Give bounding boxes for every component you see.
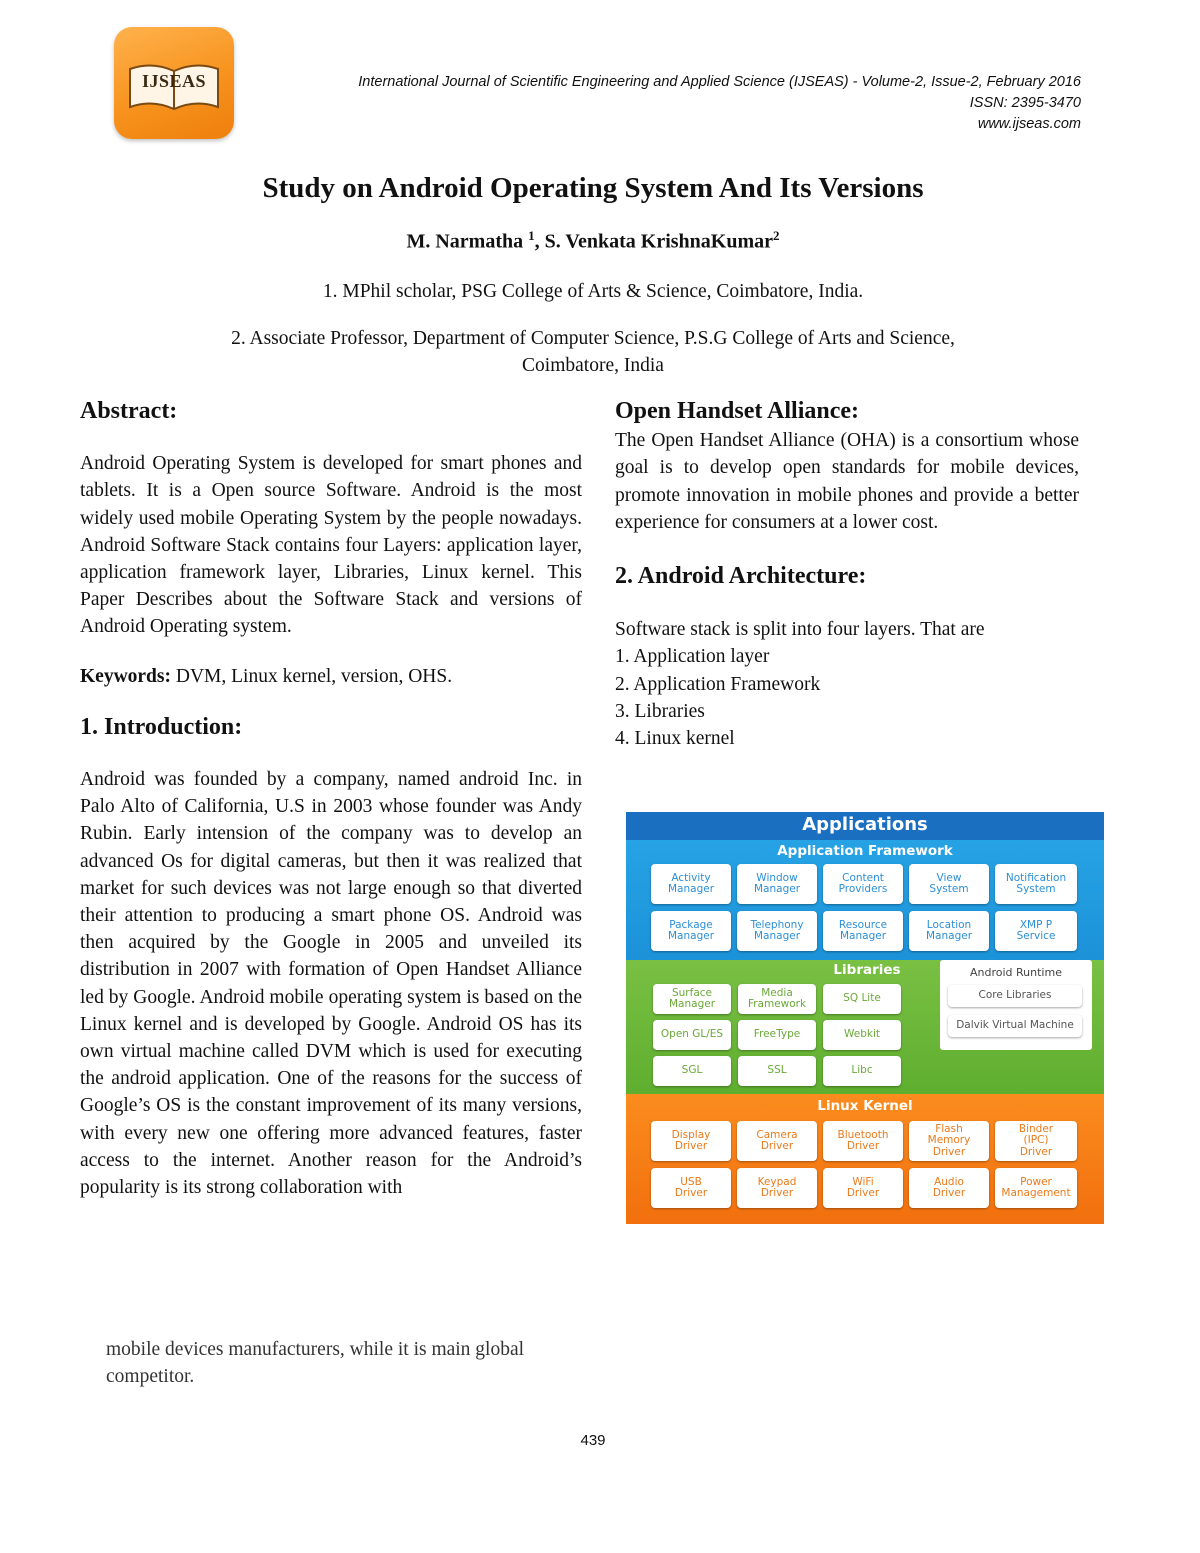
kernel-box: Power Management bbox=[995, 1168, 1077, 1208]
framework-box: Location Manager bbox=[909, 911, 989, 951]
journal-header bbox=[358, 72, 1081, 135]
issn: ISSN: 2395-3470 bbox=[969, 95, 1081, 111]
library-box: Open GL/ES bbox=[653, 1020, 731, 1050]
oha-text: The Open Handset Alliance (OHA) is a consortium whose goal is to develop open standards for mobile devices, promote innovation in mobile phones and provide a better experience for consumers at a lower cost. bbox=[615, 430, 1079, 533]
kernel-title: Linux Kernel bbox=[817, 1098, 913, 1114]
layer-item: 2. Application Framework bbox=[615, 673, 821, 695]
oha-heading: Open Handset Alliance: bbox=[615, 398, 860, 424]
framework-box: Content Providers bbox=[823, 864, 903, 904]
library-box: Surface Manager bbox=[653, 984, 731, 1014]
framework-box: Package Manager bbox=[651, 911, 731, 951]
authors bbox=[0, 228, 1186, 254]
kernel-box: Audio Driver bbox=[909, 1168, 989, 1208]
framework-box: Activity Manager bbox=[651, 864, 731, 904]
framework-box: Resource Manager bbox=[823, 911, 903, 951]
right-column bbox=[615, 398, 1079, 752]
paper-title: Study on Android Operating System And Its Versions bbox=[262, 172, 924, 204]
library-box: SGL bbox=[653, 1056, 731, 1086]
library-box: Libc bbox=[823, 1056, 901, 1086]
kernel-box: Bluetooth Driver bbox=[823, 1121, 903, 1161]
journal-line: International Journal of Scientific Engineering and Applied Science (IJSEAS) - Volume-2, Issue-2, February 2016 bbox=[358, 74, 1081, 90]
library-box: Media Framework bbox=[738, 984, 816, 1014]
introduction-heading: 1. Introduction: bbox=[80, 713, 243, 740]
kernel-box: WiFi Driver bbox=[823, 1168, 903, 1208]
kernel-box: Binder (IPC) Driver bbox=[995, 1121, 1077, 1161]
page-number: 439 bbox=[580, 1432, 606, 1449]
applications-label: Applications bbox=[802, 814, 928, 835]
runtime-box: Dalvik Virtual Machine bbox=[948, 1015, 1082, 1037]
framework-title: Application Framework bbox=[777, 843, 953, 859]
layer-item: 1. Application layer bbox=[615, 646, 770, 668]
author-separator: , bbox=[534, 230, 545, 253]
logo-text: IJSEAS bbox=[141, 71, 207, 91]
stack-intro: Software stack is split into four layers. That are bbox=[615, 619, 985, 641]
journal-logo bbox=[114, 27, 234, 139]
abstract-heading: Abstract: bbox=[80, 398, 178, 424]
keywords-label: Keywords: bbox=[80, 665, 171, 687]
framework-box: Notification System bbox=[995, 864, 1077, 904]
affiliation-2: 2. Associate Professor, Department of Computer Science, P.S.G College of Arts and Science, bbox=[231, 328, 955, 349]
keywords bbox=[80, 663, 582, 690]
journal-website: www.ijseas.com bbox=[977, 116, 1081, 132]
framework-box: Window Manager bbox=[737, 864, 817, 904]
author-1-sup: 1 bbox=[528, 228, 535, 243]
kernel-box: Keypad Driver bbox=[737, 1168, 817, 1208]
continuation-text bbox=[106, 1336, 570, 1390]
library-box: SQ Lite bbox=[823, 984, 901, 1014]
layer-item: 3. Libraries bbox=[615, 700, 705, 722]
kernel-box: Camera Driver bbox=[737, 1121, 817, 1161]
kernel-box: USB Driver bbox=[651, 1168, 731, 1208]
libraries-title: Libraries bbox=[833, 962, 901, 978]
kernel-box: Display Driver bbox=[651, 1121, 731, 1161]
architecture-heading: 2. Android Architecture: bbox=[615, 563, 867, 590]
continuation-paragraph: mobile devices manufacturers, while it is main global competitor. bbox=[106, 1339, 525, 1388]
runtime-box: Core Libraries bbox=[948, 985, 1082, 1007]
abstract-text: Android Operating System is developed for smart phones and tablets. It is a Open source Software. Android is the most widely used mobile Operating System by the people nowadays. Android Software Stack contains four Layers: application layer, application framework layer, Libraries, Linux kernel. This Paper Describes about the Software Stack and versions of Android Operating system. bbox=[80, 453, 582, 638]
affiliation-2-cont: Coimbatore, India bbox=[522, 355, 664, 376]
runtime-title: Android Runtime bbox=[970, 966, 1062, 979]
kernel-box: Flash Memory Driver bbox=[909, 1121, 989, 1161]
framework-box: XMP P Service bbox=[995, 911, 1077, 951]
keywords-text: DVM, Linux kernel, version, OHS. bbox=[171, 665, 453, 687]
author-2-sup: 2 bbox=[773, 228, 780, 243]
framework-box: View System bbox=[909, 864, 989, 904]
author-1: M. Narmatha bbox=[406, 230, 529, 253]
android-architecture-diagram bbox=[626, 812, 1104, 1224]
library-box: FreeType bbox=[738, 1020, 816, 1050]
layer-item: 4. Linux kernel bbox=[615, 728, 735, 750]
left-column bbox=[80, 398, 582, 1201]
affiliation-1: 1. MPhil scholar, PSG College of Arts & Science, Coimbatore, India. bbox=[322, 281, 864, 302]
author-2: S. Venkata KrishnaKumar bbox=[544, 230, 774, 253]
library-box: Webkit bbox=[823, 1020, 901, 1050]
framework-box: Telephony Manager bbox=[737, 911, 817, 951]
library-box: SSL bbox=[738, 1056, 816, 1086]
introduction-text: Android was founded by a company, named android Inc. in Palo Alto of California, U.S in 2003 whose founder was Andy Rubin. Early intension of the company was to develop an advanced Os for digital cameras, but then it was realized that market for such devices was not large enough so that diverted their attention to producing a smart phone OS. Android was then acquired by the Google in 2005 and unveiled its distribution in 2007 with formation of Open Handset Alliance led by Google. Android mobile operating system is based on the Linux kernel and is developed by Google. Android OS has its own virtual machine called DVM which is used for executing the android application. One of the reasons for the success of Google’s OS is the constant improvement of its many versions, with every new one offering more advanced features, faster access to the internet. Another reason for the Android’s popularity is its strong collaboration with bbox=[80, 769, 582, 1199]
